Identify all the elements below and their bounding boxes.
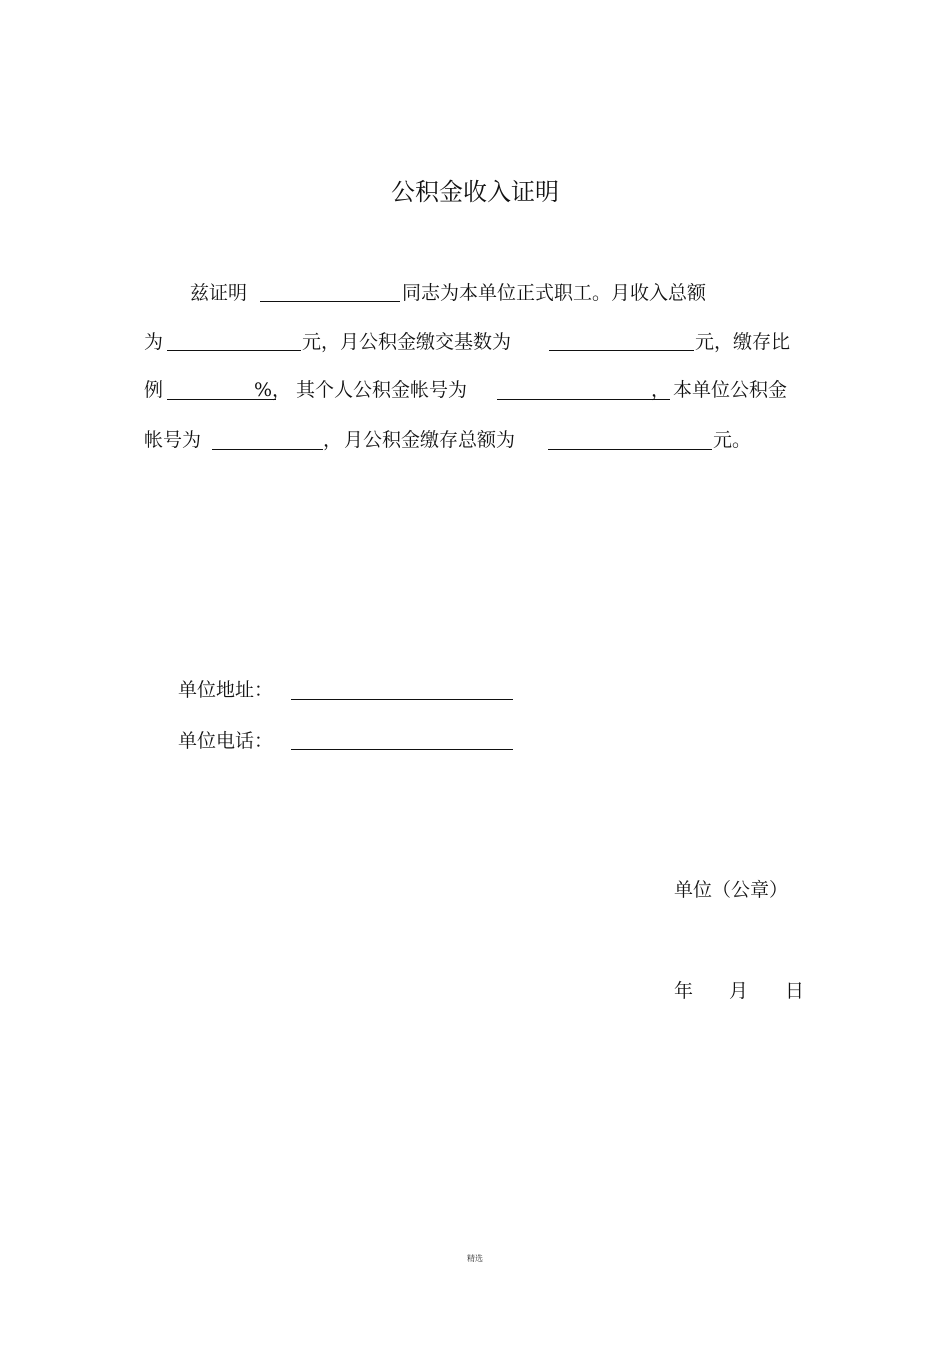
line1-prefix: 兹证明	[190, 282, 248, 304]
line2-suffix: 元，缴存比	[695, 331, 791, 353]
line1-suffix: 同志为本单位正式职工。月收入总额	[402, 282, 707, 304]
seal-label: 单位（公章）	[674, 879, 789, 901]
line2-prefix: 为	[144, 331, 164, 353]
line2-mid: 元，月公积金缴交基数为	[302, 331, 512, 353]
date-day: 日	[785, 980, 805, 1002]
footer-note: 精选	[467, 1254, 483, 1263]
phone-blank	[291, 749, 513, 750]
address-label: 单位地址：	[178, 679, 274, 701]
line3-comma: ，	[651, 379, 671, 401]
line4-suffix: 元。	[713, 429, 752, 451]
line3-mid: 其个人公积金帐号为	[296, 379, 468, 401]
line3-suffix: 本单位公积金	[673, 379, 788, 401]
line4-comma: ，	[323, 429, 343, 451]
address-blank	[291, 699, 513, 700]
monthly-total-blank	[548, 449, 712, 450]
personal-account-blank	[497, 399, 670, 400]
line3-prefix: 例	[144, 379, 164, 401]
line4-mid: 月公积金缴存总额为	[344, 429, 516, 451]
date-month: 月	[729, 980, 749, 1002]
line4-prefix: 帐号为	[144, 429, 202, 451]
unit-account-blank	[212, 449, 323, 450]
monthly-income-blank	[167, 350, 301, 351]
date-year: 年	[674, 980, 694, 1002]
employee-name-blank	[260, 301, 400, 302]
page-title: 公积金收入证明	[391, 178, 559, 206]
phone-label: 单位电话：	[178, 730, 274, 752]
contribution-base-blank	[549, 350, 694, 351]
percent-label: %，	[254, 379, 292, 401]
